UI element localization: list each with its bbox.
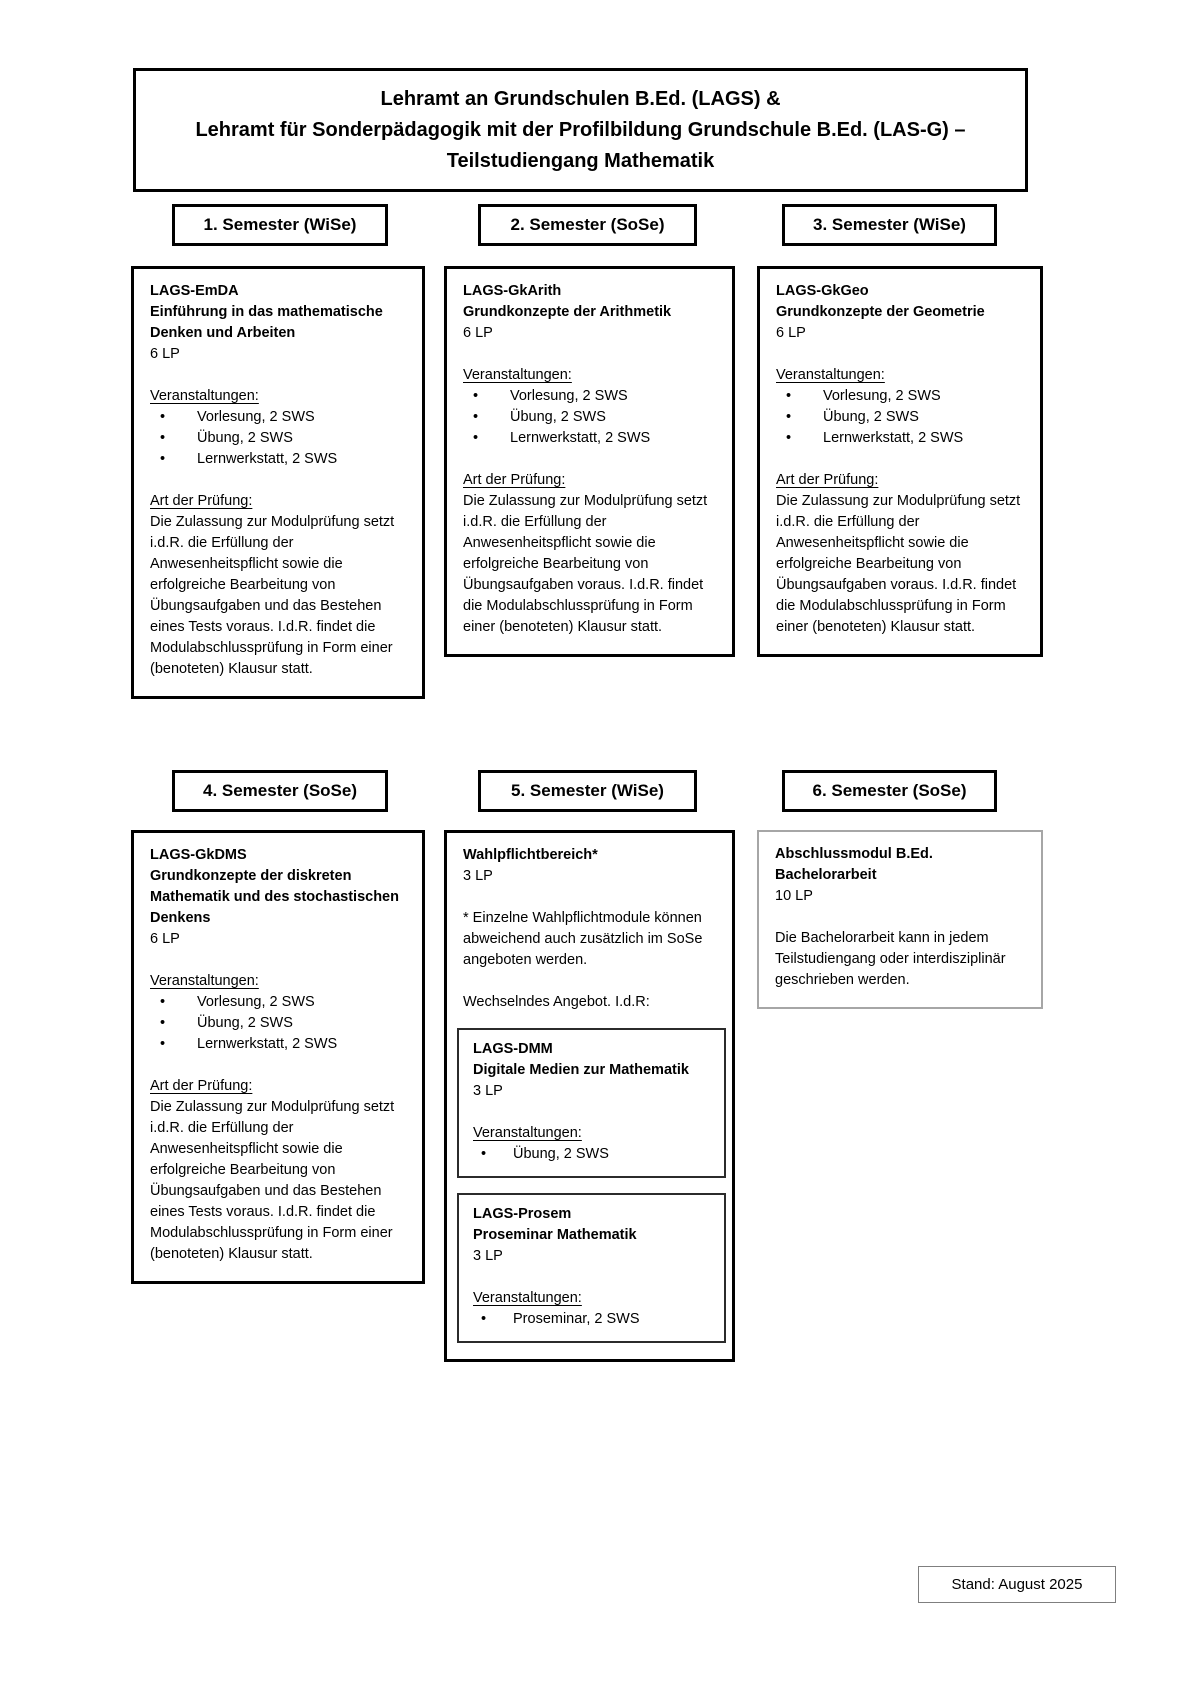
course-item: • Lernwerkstatt, 2 SWS	[463, 428, 720, 449]
module-credits: 6 LP	[776, 325, 806, 341]
semester-header-4	[172, 770, 388, 812]
module-title: Einführung in das mathematische Denken und Arbeiten	[150, 304, 383, 341]
module-title: Grundkonzepte der Geometrie	[776, 304, 985, 320]
exam-label: Art der Prüfung:	[463, 472, 566, 488]
submodule-card-lags-dmm	[457, 1028, 726, 1178]
title-line-2: Lehramt für Sonderpädagogik mit der Profilbildung Grundschule B.Ed. (LAS-G) –	[195, 119, 966, 141]
exam-label: Art der Prüfung:	[150, 1078, 253, 1094]
semester-label: 6. Semester (SoSe)	[812, 781, 967, 800]
module-title: Grundkonzepte der Arithmetik	[463, 304, 672, 320]
abschluss-note: Die Bachelorarbeit kann in jedem Teilstudiengang oder interdisziplinär geschrieben werden.	[775, 930, 1006, 988]
module-credits: 6 LP	[150, 346, 180, 362]
course-item: • Übung, 2 SWS	[473, 1144, 714, 1165]
module-code: LAGS-GkGeo	[776, 283, 869, 299]
semester-header-6	[782, 770, 997, 812]
course-item: • Übung, 2 SWS	[150, 1013, 410, 1034]
module-code: LAGS-DMM	[473, 1041, 553, 1057]
courses-label: Veranstaltungen:	[473, 1290, 582, 1306]
course-item: • Lernwerkstatt, 2 SWS	[150, 1034, 410, 1055]
module-credits: 3 LP	[463, 868, 493, 884]
module-credits: 3 LP	[473, 1248, 503, 1264]
exam-text: Die Zulassung zur Modulprüfung setzt i.d.R. die Erfüllung der Anwesenheitspflicht sowie die erfolgreiche Bearbeitung von Übungsaufgaben und das Bestehen eines Tests voraus. I.d.R. findet die Modulabschlussprüfung in Form einer (benoteten) Klausur statt.	[150, 514, 395, 677]
wahlpflicht-rotation: Wechselndes Angebot. I.d.R:	[463, 994, 650, 1010]
semester-label: 4. Semester (SoSe)	[202, 781, 357, 800]
semester-header-5	[478, 770, 697, 812]
semester-label: 5. Semester (WiSe)	[511, 781, 664, 800]
course-item: • Lernwerkstatt, 2 SWS	[776, 428, 1028, 449]
submodule-card-lags-prosem	[457, 1193, 726, 1343]
module-title: Bachelorarbeit	[775, 867, 877, 883]
module-title: Digitale Medien zur Mathematik	[473, 1062, 689, 1078]
exam-text: Die Zulassung zur Modulprüfung setzt i.d.R. die Erfüllung der Anwesenheitspflicht sowie die erfolgreiche Bearbeitung von Übungsaufgaben und das Bestehen eines Tests voraus. I.d.R. findet die Modulabschlussprüfung in Form einer (benoteten) Klausur statt.	[150, 1099, 395, 1262]
semester-label: 2. Semester (SoSe)	[510, 215, 665, 234]
semester-header-2	[478, 204, 697, 246]
courses-label: Veranstaltungen:	[150, 973, 259, 989]
semester-header-1	[172, 204, 388, 246]
module-card-lags-gkdms	[131, 830, 425, 1284]
semester-label: 1. Semester (WiSe)	[203, 215, 357, 234]
module-title: Proseminar Mathematik	[473, 1227, 637, 1243]
module-credits: 6 LP	[463, 325, 493, 341]
course-item: • Proseminar, 2 SWS	[473, 1309, 714, 1330]
exam-label: Art der Prüfung:	[776, 472, 879, 488]
module-card-lags-gkarith	[444, 266, 735, 657]
course-item: • Vorlesung, 2 SWS	[463, 386, 720, 407]
course-item: • Übung, 2 SWS	[463, 407, 720, 428]
wahlpflicht-note: * Einzelne Wahlpflichtmodule können abweichend auch zusätzlich im SoSe angeboten werden.	[463, 910, 703, 968]
course-item: • Übung, 2 SWS	[150, 428, 410, 449]
courses-label: Veranstaltungen:	[473, 1125, 582, 1141]
module-code: Abschlussmodul B.Ed.	[775, 846, 933, 862]
course-item: • Vorlesung, 2 SWS	[150, 992, 410, 1013]
version-date-label: Stand: August 2025	[951, 1576, 1083, 1593]
courses-label: Veranstaltungen:	[150, 388, 259, 404]
module-credits: 10 LP	[775, 888, 813, 904]
module-card-wahlpflichtbereich	[444, 830, 735, 1362]
module-code: LAGS-GkArith	[463, 283, 562, 299]
module-code: LAGS-GkDMS	[150, 847, 247, 863]
title-line-1: Lehramt an Grundschulen B.Ed. (LAGS) &	[380, 88, 781, 110]
course-item: • Lernwerkstatt, 2 SWS	[150, 449, 410, 470]
module-credits: 3 LP	[473, 1083, 503, 1099]
module-credits: 6 LP	[150, 931, 180, 947]
version-date-box	[918, 1566, 1116, 1603]
title-line-3: Teilstudiengang Mathematik	[446, 150, 715, 172]
semester-header-3	[782, 204, 997, 246]
exam-text: Die Zulassung zur Modulprüfung setzt i.d.R. die Erfüllung der Anwesenheitspflicht sowie die erfolgreiche Bearbeitung von Übungsaufgaben voraus. I.d.R. findet die Modulabschlussprüfung in Form einer (benoteten) Klausur statt.	[776, 493, 1021, 635]
exam-text: Die Zulassung zur Modulprüfung setzt i.d.R. die Erfüllung der Anwesenheitspflicht sowie die erfolgreiche Bearbeitung von Übungsaufgaben voraus. I.d.R. findet die Modulabschlussprüfung in Form einer (benoteten) Klausur statt.	[463, 493, 708, 635]
semester-label: 3. Semester (WiSe)	[813, 215, 966, 234]
module-title: Grundkonzepte der diskreten Mathematik und des stochastischen Denkens	[150, 868, 399, 926]
courses-label: Veranstaltungen:	[776, 367, 885, 383]
module-card-abschlussmodul	[757, 830, 1043, 1009]
courses-label: Veranstaltungen:	[463, 367, 572, 383]
page-title	[133, 68, 1028, 192]
module-title: Wahlpflichtbereich*	[463, 847, 598, 863]
course-item: • Vorlesung, 2 SWS	[776, 386, 1028, 407]
exam-label: Art der Prüfung:	[150, 493, 253, 509]
module-card-lags-gkgeo	[757, 266, 1043, 657]
module-code: LAGS-EmDA	[150, 283, 239, 299]
module-code: LAGS-Prosem	[473, 1206, 572, 1222]
course-item: • Übung, 2 SWS	[776, 407, 1028, 428]
module-card-lags-emda	[131, 266, 425, 699]
course-item: • Vorlesung, 2 SWS	[150, 407, 410, 428]
